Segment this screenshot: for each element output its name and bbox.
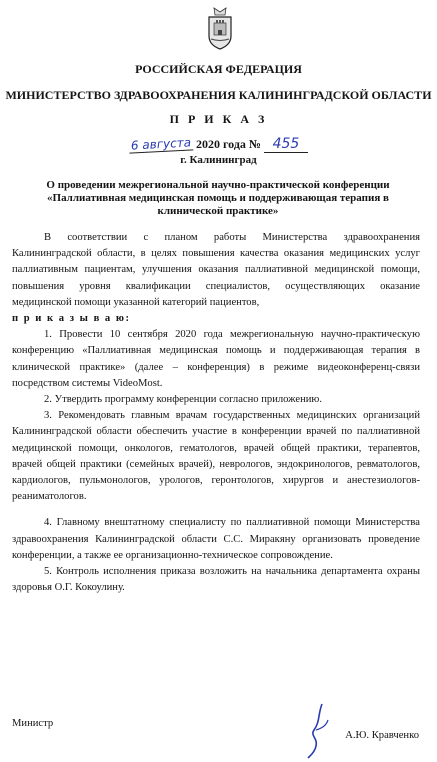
signer-name: А.Ю. Кравченко xyxy=(345,730,419,741)
order-subject: О проведении межрегиональной научно-практической конференции «Паллиативная медицинская помощь и поддерживающая терапия в клинической практике» xyxy=(46,179,390,217)
order-date-line xyxy=(0,136,437,153)
order-word: п р и к а з ы в а ю: xyxy=(12,313,131,325)
order-body xyxy=(12,230,420,596)
item-2: 2. Утвердить программу конференции согласно приложению. xyxy=(44,394,322,406)
handwritten-date: 6 августа xyxy=(130,135,192,153)
handwritten-signature xyxy=(300,700,340,760)
preamble-paragraph: В соответствии с планом работы Министерства здравоохранения Калининградской области, в целях повышения качества оказания медицинских услуг паллиативным пациентам, улучшения оказания паллиативной медицинской помощи, повышения уровня квалификации специалистов, осуществляющих оказание медицинской помощи указанной категорий пациентов, xyxy=(12,232,420,308)
handwritten-order-number: 455 xyxy=(264,136,308,153)
item-1: 1. Провести 10 сентября 2020 года межрегиональную научно-практическую конференцию «Паллиативная медицинская помощь и поддерживающая терапия в клинической практике» (далее – конференция) в режиме видеоконференц-связи посредством системы VideoMost. xyxy=(12,329,420,389)
year-text: 2020 года № xyxy=(196,137,261,151)
country-heading: РОССИЙСКАЯ ФЕДЕРАЦИЯ xyxy=(135,62,302,76)
item-3: 3. Рекомендовать главным врачам государственных медицинских организаций Калининградской области обеспечить участие в конференции врачей по паллиативной медицинской помощи, онкологов, гематологов, врачей общей практики, терапевтов, врачей общей практики (семейных врачей), неврологов, эндокринологов, ревматологов, кардиологов, пульмонологов, урологов, геронтологов, хирургов и анестезиологов-реаниматологов. xyxy=(12,410,420,503)
coat-of-arms-emblem xyxy=(205,6,235,50)
item-5: 5. Контроль исполнения приказа возложить на начальника департамента охраны здоровья О.Г. Кокоулину. xyxy=(12,566,420,594)
ministry-heading: МИНИСТЕРСТВО ЗДРАВООХРАНЕНИЯ КАЛИНИНГРАДСКОЙ ОБЛАСТИ xyxy=(5,88,432,102)
item-4: 4. Главному внештатному специалисту по паллиативной помощи Министерства здравоохранения Калининградской области С.С. Миракяну организовать проведение конференции, а также ее организационно-техническое сопровождение. xyxy=(12,517,420,561)
doc-type-heading: П Р И К А З xyxy=(169,112,268,126)
signer-title: Министр xyxy=(12,718,54,729)
city-line: г. Калининград xyxy=(180,154,257,166)
